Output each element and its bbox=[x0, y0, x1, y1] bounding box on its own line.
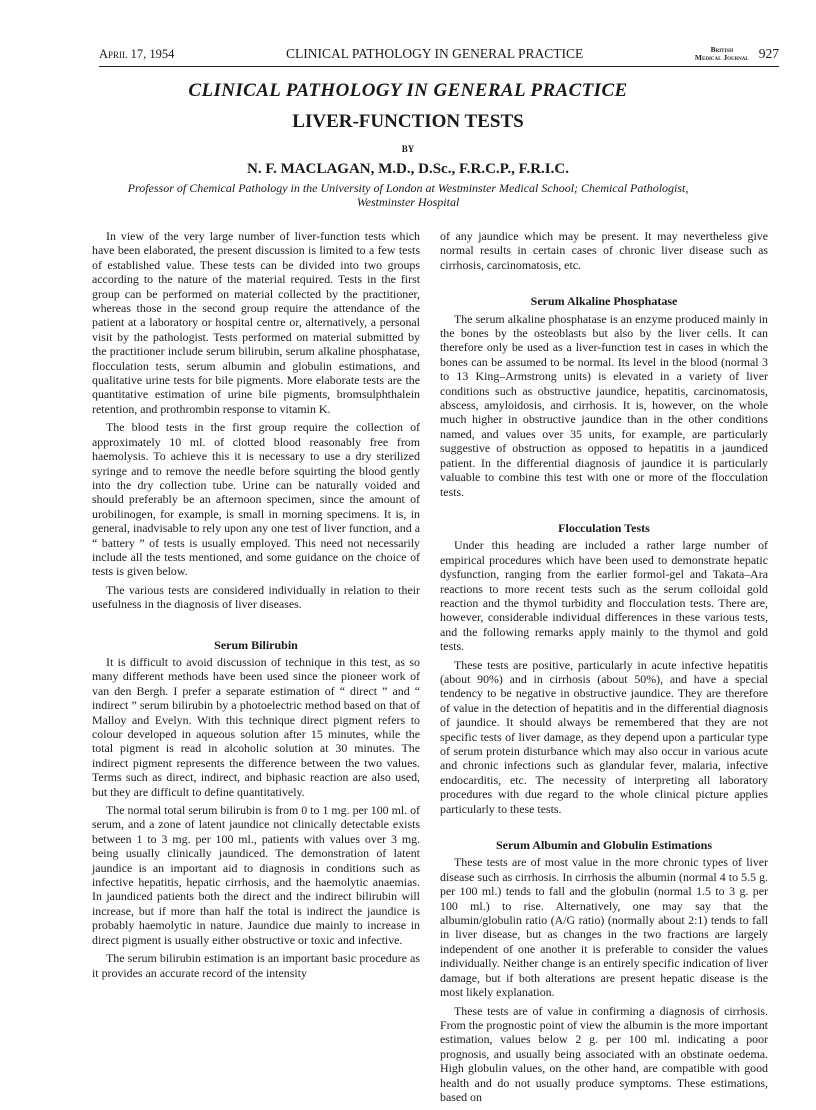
right-column bbox=[440, 229, 768, 1108]
paragraph: These tests are positive, particularly in acute infective hepatitis (about 90%) and in cirrhosis (about 50%), and have a special tendency to be negative in obstructive jaundice. They are therefore of value in the detection of hepatitis and in the differential diagnosis of jaundice. It should always be remembered that they are not specific tests of liver damage, as they depend upon a particular type of serum protein disturbance which may also occur in various acute and chronic infections such as glandular fever, malaria, infective endocarditis, etc. The necessity of interpreting all laboratory procedures with due regard to the whole clinical picture applies particularly to these tests. bbox=[440, 657, 768, 816]
paragraph: In view of the very large number of liver-function tests which have been elaborated, the present discussion is limited to a few tests of established value. These tests can be divided into two groups according to the nature of the material required. Tests in the first group can be performed on material collected by the practitioner, whereas those in the second group require the attendance of the patient at a laboratory or hospital centre or, alternatively, a personal visit by the pathologist. Tests performed on material submitted by the practitioner include serum bilirubin, serum alkaline phosphatase, flocculation tests, serum albumin and globulin estimations, and qualitative urine tests for bile pigments. More elaborate tests are the quantitative estimation of urine bile pigments, bromsulphthalein retention, and prothrombin response to vitamin K. bbox=[92, 229, 420, 416]
affiliation-line-2: Westminster Hospital bbox=[356, 195, 460, 209]
paragraph: The serum bilirubin estimation is an important basic procedure as it provides an accurate record of the intensity bbox=[92, 951, 420, 980]
intro bbox=[92, 229, 420, 612]
section-flocculation-tests bbox=[440, 521, 768, 816]
section-heading: Serum Alkaline Phosphatase bbox=[530, 294, 678, 309]
section-heading: Serum Bilirubin bbox=[214, 637, 298, 652]
journal-name bbox=[695, 46, 749, 62]
author-affiliation bbox=[20, 181, 796, 209]
journal-name-line1: British bbox=[710, 45, 734, 54]
paragraph: The normal total serum bilirubin is from 0 to 1 mg. per 100 ml. of serum, and a zone of latent jaundice not clinically detectable exists between 1 to 3 mg. per 100 ml., patients with values over 3 mg. being usually clinically jaundiced. The demonstration of latent jaundice is an important aid to diagnosis in conditions such as infective hepatitis, hepatic cirrhosis, and the haemolytic anaemias. In jaundiced patients both the direct and the indirect bilirubin will increase, but if more than half the total is indirect the jaundice is probably haemolytic in nature. Jaundice due mainly to increase in direct pigment is usually either obstructive or toxic and infective. bbox=[92, 803, 420, 947]
section-albumin-globulin bbox=[440, 838, 768, 1104]
byline-by: BY bbox=[401, 144, 415, 154]
issue-date: April 17, 1954 bbox=[99, 46, 175, 61]
left-column bbox=[92, 229, 420, 984]
paragraph: The serum alkaline phosphatase is an enzyme produced mainly in the bones by the osteoblasts but also by the liver cells. It can therefore only be used as a liver-function test in cases in which the bones can be assumed to be normal. Its level in the blood (normal 3 to 13 King–Armstrong units) is elevated in a variety of liver conditions such as obstructive jaundice, hepatitis, carcinomatosis, abscess, amyloidosis, and cirrhosis. It is, however, on the whole much higher in obstructive jaundice than in the other conditions named, and values over 35 units, for example, are particularly suggestive of obstruction as opposed to hepatitis in a jaundiced patient. In the differential diagnosis of jaundice it is particularly valuable to combine this test with one or more of the flocculation tests. bbox=[440, 311, 768, 499]
paragraph: The blood tests in the first group require the collection of approximately 10 ml. of clotted blood reasonably free from haemolysis. To achieve this it is necessary to use a dry sterilized syringe and to remove the needle before squirting the blood gently into the dry collection tube. Urine can be naturally voided and should preferably be an afternoon specimen, since the amount of urobilinogen, for example, is small in morning specimens. It is, in general, inadvisable to rely upon any one test of liver function, and a “ battery ” of tests is usually employed. This need not necessarily include all the tests mentioned, and some guidance on the choice of tests is given below. bbox=[92, 420, 420, 579]
article-title: LIVER-FUNCTION TESTS bbox=[292, 111, 524, 132]
paragraph: These tests are of value in confirming a diagnosis of cirrhosis. From the prognostic point of view the albumin is the more important estimation, values below 2 g. per 100 ml. indicating a poor prognosis, and usually being associated with an obstinate oedema. High globulin values, on the other hand, are compatible with good health and do not usually produce symptoms. These estimations, based on bbox=[440, 1003, 768, 1104]
running-header bbox=[99, 42, 779, 67]
paragraph: These tests are of most value in the more chronic types of liver disease such as cirrhosis. In cirrhosis the albumin (normal 4 to 5.5 g. per 100 ml.) tends to fall and the globulin (normal 1.5 to 3 g. per 100 ml.) to rise. Alternatively, one may say that the albumin/globulin ratio (A/G ratio) (normally about 2:1) tends to fall in liver disease, but as changes in the two fractions are largely independent of one another it is preferable to consider the values individually. Neither change is an entirely specific indication of liver damage, but if both alterations are present hepatic disease is the most likely explanation. bbox=[440, 855, 768, 1000]
paragraph: It is difficult to avoid discussion of technique in this test, as so many different methods have been used since the pioneer work of van den Bergh. I prefer a separate estimation of “ direct ” and “ indirect ” serum bilirubin by a photoelectric method based on that of Malloy and Evelyn. With this technique direct pigment refers to colour developed in aqueous solution after 15 minutes, while the total pigment is read in alcoholic solution at 30 minutes. The indirect pigment represents the difference between the two values. Terms such as direct, indirect, and biphasic reaction are also used, but they are difficult to define quantitatively. bbox=[92, 654, 420, 799]
series-title: CLINICAL PATHOLOGY IN GENERAL PRACTICE bbox=[188, 80, 628, 101]
bilirubin-continuation: of any jaundice which may be present. It may nevertheless give normal results in certain cases of chronic liver disease such as cirrhosis, carcinomatosis, etc. bbox=[440, 229, 768, 272]
section-serum-bilirubin bbox=[92, 638, 420, 980]
running-title: CLINICAL PATHOLOGY IN GENERAL PRACTICE bbox=[286, 46, 584, 61]
section-heading: Serum Albumin and Globulin Estimations bbox=[495, 838, 713, 853]
section-alkaline-phosphatase bbox=[440, 294, 768, 499]
author-name: N. F. MACLAGAN, M.D., D.Sc., F.R.C.P., F.R.I.C. bbox=[247, 161, 569, 177]
paragraph: The various tests are considered individually in relation to their usefulness in the diagnosis of liver diseases. bbox=[92, 582, 420, 612]
paragraph: Under this heading are included a rather large number of empirical procedures which have been used to demonstrate hepatic dysfunction, ranging from the earlier formol-gel and Takata–Ara reactions to more recent tests such as the serum colloidal gold reaction and the thymol turbidity and flocculation tests. There are, however, considerable individual differences in these various tests, and the following remarks apply mainly to the thymol and gold tests. bbox=[440, 538, 768, 654]
affiliation-line-1: Professor of Chemical Pathology in the University of London at Westminster Medical School; Chemical Pathologist, bbox=[127, 181, 689, 195]
section-heading: Flocculation Tests bbox=[558, 520, 650, 535]
journal-name-line2: Medical Journal bbox=[694, 53, 749, 62]
page-number: 927 bbox=[758, 46, 779, 61]
